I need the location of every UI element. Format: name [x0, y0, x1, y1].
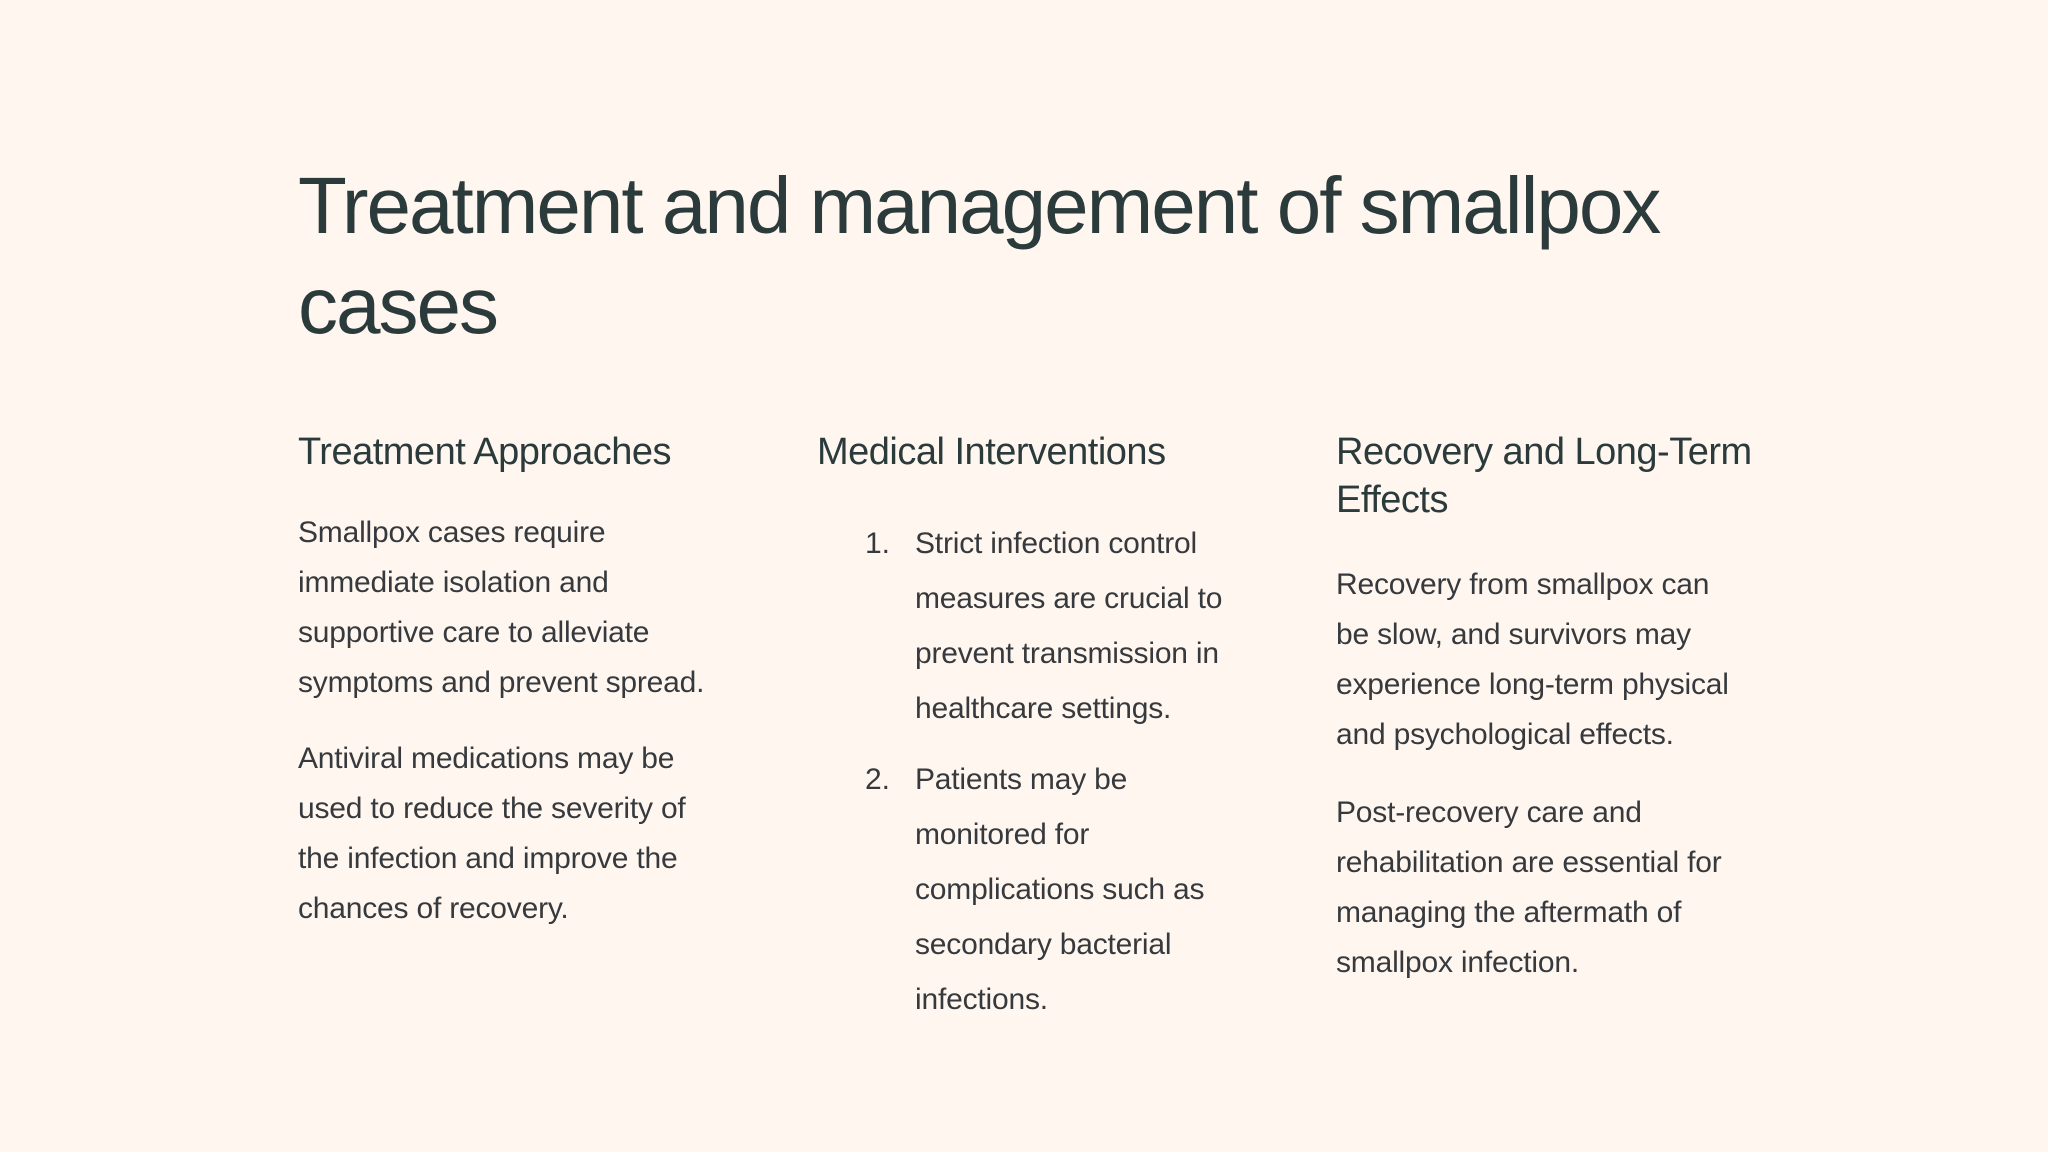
recovery-effects-column	[1336, 428, 1776, 988]
column-heading: Recovery and Long-Term Effects	[1336, 431, 1752, 521]
column-heading: Treatment Approaches	[298, 431, 672, 473]
list-number: 2.	[865, 763, 891, 796]
paragraph: Post-recovery care and rehabilitation are essential for managing the aftermath of smallpox infection.	[1336, 796, 1722, 979]
paragraph: Smallpox cases require immediate isolation and supportive care to alleviate symptoms and prevent spread.	[298, 516, 705, 699]
slide-title: Treatment and management of smallpox cases	[298, 161, 1660, 350]
numbered-list	[817, 516, 1257, 1027]
list-item-text: Strict infection control measures are crucial to prevent transmission in healthcare settings.	[915, 527, 1223, 725]
column-heading: Medical Interventions	[817, 431, 1166, 473]
paragraph: Recovery from smallpox can be slow, and survivors may experience long-term physical and psychological effects.	[1336, 568, 1729, 751]
list-number: 1.	[865, 527, 891, 560]
medical-interventions-column	[817, 428, 1257, 1043]
list-item	[817, 752, 1257, 1027]
treatment-approaches-column	[298, 428, 738, 934]
list-item-text: Patients may be monitored for complications such as secondary bacterial infections.	[915, 763, 1205, 1016]
paragraph: Antiviral medications may be used to reduce the severity of the infection and improve the chances of recovery.	[298, 742, 686, 925]
list-item	[817, 516, 1257, 736]
